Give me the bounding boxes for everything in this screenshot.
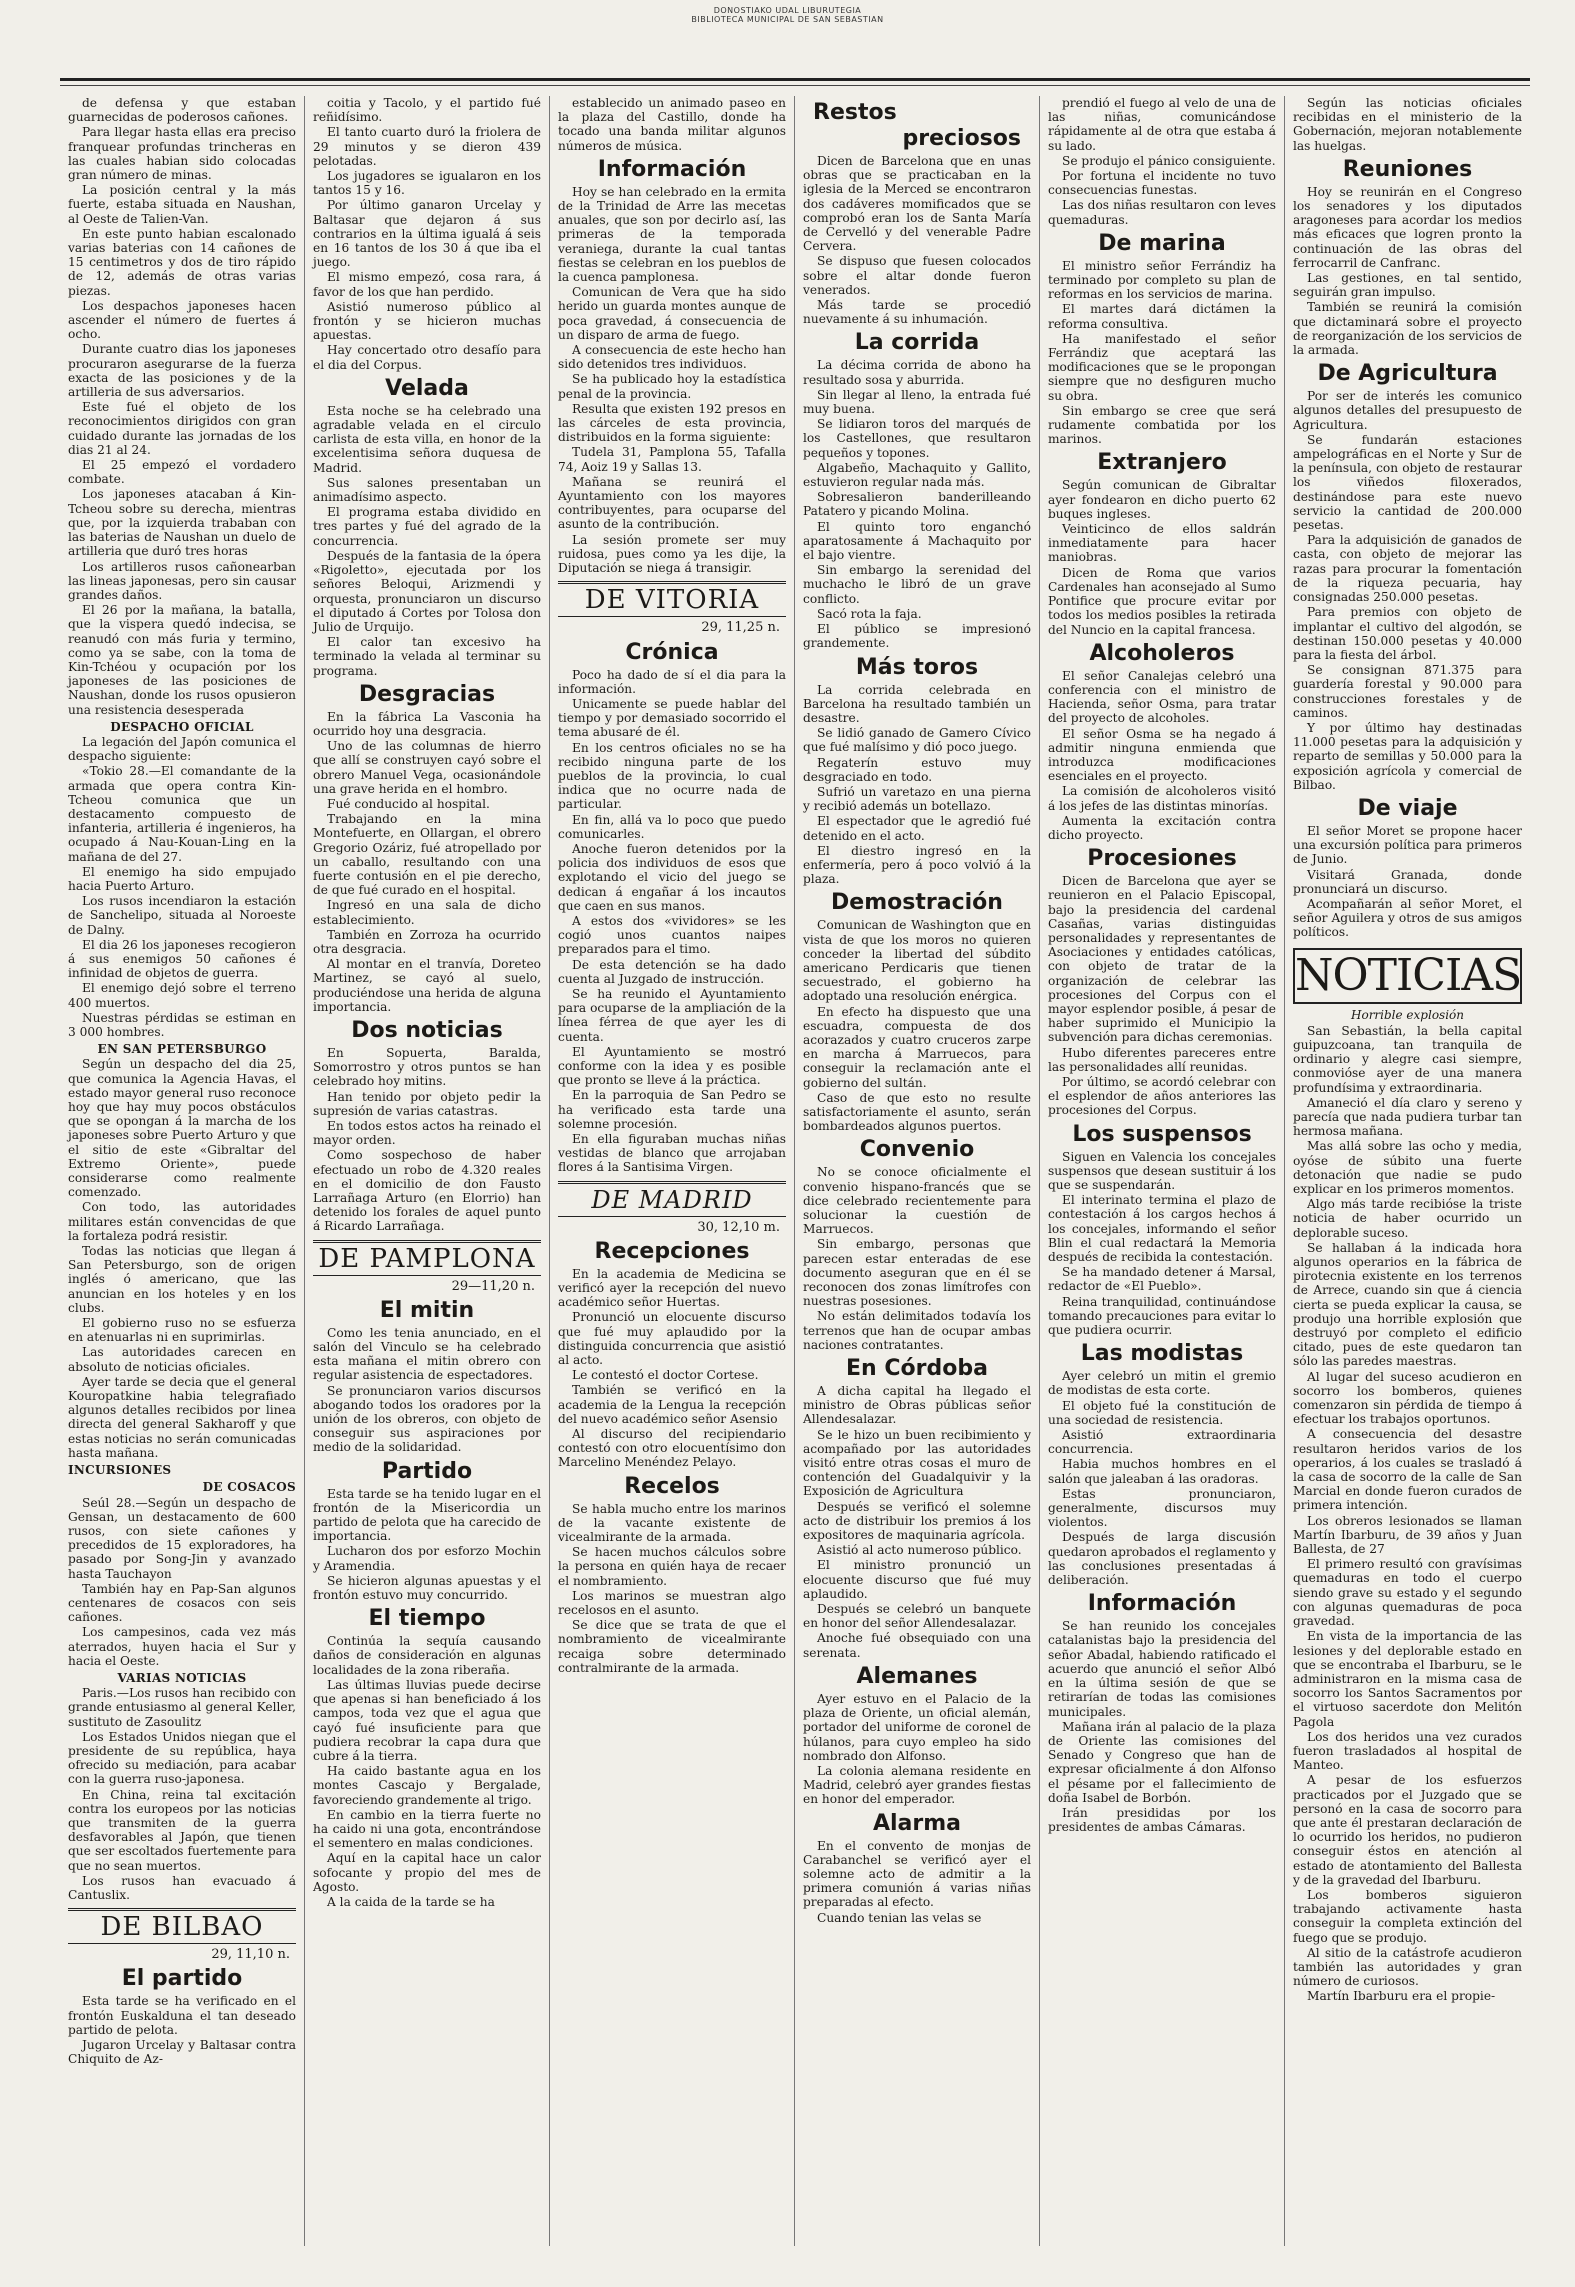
paragraph: En efecto ha dispuesto que una escuadra, compuesta de dos acorazados y cuatro cruceros zarpe en marcha á Marruecos, para conseguir la reclamación ante el gobierno del sultán.: [803, 1004, 1031, 1090]
paragraph: Sin embargo se cree que será rudamente combatida por los marinos.: [1048, 403, 1276, 447]
article-headline: Recepciones: [594, 1238, 750, 1264]
paragraph: Sin embargo, personas que parecen estar enteradas de ese documento aseguran que en él se reconocen dos zonas limítrofes con nuestras posesiones.: [803, 1237, 1031, 1309]
paragraph: Se pronunciaron varios discursos abogando todos los oradores por la unión de los obreros, con objeto de conseguir sus aspiraciones por medio de la solidaridad.: [313, 1383, 541, 1455]
paragraph: Estas pronunciaron, generalmente, discursos muy violentos.: [1048, 1486, 1276, 1530]
paragraph: Los rusos han evacuado á Cantuslix.: [68, 1873, 296, 1902]
paragraph: Con todo, las autoridades militares están convencidas de que la fortaleza podrá resistir.: [68, 1200, 296, 1243]
paragraph: Jugaron Urcelay y Baltasar contra Chiquito de Az-: [68, 2038, 296, 2067]
paragraph: En el convento de monjas de Carabanchel se verificó ayer el solemne acto de admitir a la primera comunión á varias niñas preparadas al efecto.: [803, 1838, 1031, 1910]
paragraph: Hubo diferentes pareceres entre las personalidades allí reunidas.: [1048, 1045, 1276, 1074]
paragraph: Lucharon dos por esforzo Mochin y Aramendia.: [313, 1544, 541, 1573]
article-headline: Recelos: [624, 1473, 720, 1499]
paragraph: No están delimitados todavía los terrenos que han de ocupar ambas naciones contratantes.: [803, 1309, 1031, 1352]
paragraph: A consecuencia de este hecho han sido detenidos tres individuos.: [558, 343, 786, 372]
column-2: [305, 96, 550, 2246]
paragraph: A consecuencia del desastre resultaron heridos varios de los operarios, á los cuales se trasladó á la casa de socorro de la calle de San Marcial en donde fueron curados de primera intención.: [1293, 1427, 1522, 1513]
paragraph: En China, reina tal excitación contra los europeos por las noticias que transmiten de la guerra desfavorables al Japón, que tienen que ser escoltados fuertemente para que no sean muertos.: [68, 1787, 296, 1873]
paragraph: Los Estados Unidos niegan que el presidente de su república, haya ofrecido su mediación, para acabar con la guerra ruso-japonesa.: [68, 1729, 296, 1787]
paragraph: En este punto habian escalonado varias baterias con 14 cañones de 15 centimetros y dos de tiro rápido de 12, además de otras varias piezas.: [68, 226, 296, 298]
library-stamp: [0, 6, 1575, 24]
paragraph: Las dos niñas resultaron con leves quemaduras.: [1048, 198, 1276, 227]
paragraph: Mas allá sobre las ocho y media, oyóse de súbito una fuerte detonación que nadie se pudo explicar en los primeros momentos.: [1293, 1139, 1522, 1196]
paragraph: Según comunican de Gibraltar ayer fondearon en dicho puerto 62 buques ingleses.: [1048, 478, 1276, 521]
paragraph: El calor tan excesivo ha terminado la velada al terminar su programa.: [313, 635, 541, 678]
paragraph: La comisión de alcoholeros visitó á los jefes de las distintas minorías.: [1048, 784, 1276, 813]
paragraph: Mañana se reunirá el Ayuntamiento con los mayores contribuyentes, para ocuparse del asunto de la contribución.: [558, 474, 786, 532]
paragraph: El programa estaba dividido en tres partes y fué del agrado de la concurrencia.: [313, 505, 541, 548]
paragraph: Pronunció un elocuente discurso que fué muy aplaudido por la distinguida concurrencia que asistió al acto.: [558, 1310, 786, 1368]
paragraph: Ayer tarde se decia que el general Kouropatkine habia telegrafiado algunos detalles recibidos por linea directa del general Sakharoff y que estas noticias no serán comunicadas hasta mañana.: [68, 1374, 296, 1460]
paragraph: Al discurso del recipiendario contestó con otro elocuentísimo don Marcelino Menéndez Pelayo.: [558, 1427, 786, 1470]
paragraph: Cuando tenian las velas se: [817, 1910, 982, 1925]
article-headline: De viaje: [1357, 795, 1458, 821]
paragraph: Ha caido bastante agua en los montes Cascajo y Bergalade, favoreciendo grandemente al trigo.: [313, 1764, 541, 1807]
article-headline: El tiempo: [368, 1606, 486, 1632]
paragraph: El señor Osma se ha negado á admitir ninguna enmienda que introduzca modificaciones esenciales en el proyecto.: [1048, 726, 1276, 784]
paragraph: En la parroquia de San Pedro se ha verificado esta tarde una solemne procesión.: [558, 1088, 786, 1131]
paragraph: Ayer celebró un mitin el gremio de modistas de esta corte.: [1048, 1369, 1276, 1398]
paragraph: El 26 por la mañana, la batalla, que la vispera quedó indecisa, se reanudó con más furia y termino, como ya se sabe, con la toma de Kin-Tchéou y ocupación por los japoneses de las posiciones de Naushan, donde los rusos opusieron una resistencia desesperada: [68, 603, 296, 717]
paragraph: Ha manifestado el señor Ferrándiz que aceptará las modificaciones que se le propongan siempre que no desfiguren mucho su obra.: [1048, 331, 1276, 403]
paragraph: Por fortuna el incidente no tuvo consecuencias funestas.: [1048, 169, 1276, 198]
paragraph: La posición central y la más fuerte, estaba situada en Naushan, al Oeste de Talien-Van.: [68, 183, 296, 226]
paragraph: A dicha capital ha llegado el ministro de Obras públicas señor Allendesalazar.: [803, 1384, 1031, 1427]
article-headline: Información: [597, 156, 747, 182]
paragraph: El dia 26 los japoneses recogieron á sus enemigos 50 cañones é infinidad de objetos de guerra.: [68, 937, 296, 981]
paragraph: Después se verificó el solemne acto de distribuir los premios á los expositores de maquinaria agrícola.: [803, 1499, 1031, 1543]
paragraph: Comunican de Washington que en vista de que los moros no quieren conceder la libertad del súbdito americano Perdicaris que tienen secuestrado, el gobierno ha adoptado una resolución enérgica.: [803, 918, 1031, 1004]
top-rule: [60, 78, 1530, 81]
paragraph: Se consignan 871.375 para guardería forestal y 90.000 para construcciones forestales y de caminos.: [1293, 663, 1522, 720]
paragraph: Como les tenia anunciado, en el salón del Vinculo se ha celebrado esta mañana el mitin obrero con regular asistencia de espectadores.: [313, 1325, 541, 1383]
paragraph: Los campesinos, cada vez más aterrados, huyen hacia el Sur y hacia el Oeste.: [68, 1625, 296, 1668]
paragraph: prendió el fuego al velo de una de las niñas, comunicándose rápidamente al de otra que estaba á su lado.: [1048, 96, 1276, 153]
paragraph: Seúl 28.—Según un despacho de Gensan, un destacamento de 600 rusos, con siete cañones y precedidos de 15 exploradores, ha pasado por Song-Jin y avanzado hasta Tauchayon: [68, 1495, 296, 1581]
paragraph: Dicen de Barcelona que ayer se reunieron en el Palacio Episcopal, bajo la presidencia del cardenal Casañas, varias distinguidas personalidades y representantes de Asociaciones y entidades católicas, con objeto de tratar de la organización de celebrar las procesiones del Corpus con el mayor esplendor posible, á pesar de haber suprimido el Municipio la subvención para dichas ceremonias.: [1048, 874, 1276, 1045]
paragraph: Ayer estuvo en el Palacio de la plaza de Oriente, un oficial alemán, portador del uniforme de coronel de húlanos, para cuyo empleo ha sido nombrado don Alfonso.: [803, 1691, 1031, 1763]
paragraph: El tanto cuarto duró la friolera de 29 minutos y se dieron 439 pelotadas.: [313, 125, 541, 168]
paragraph: Al sitio de la catástrofe acudieron también las autoridades y gran número de curiosos.: [1293, 1945, 1522, 1989]
section-heading: Horrible explosión: [1351, 1007, 1464, 1022]
paragraph: En todos estos actos ha reinado el mayor orden.: [313, 1119, 541, 1148]
paragraph: Irán presididas por los presidentes de ambas Cámaras.: [1048, 1805, 1276, 1835]
paragraph: Se ha reunido el Ayuntamiento para ocuparse de la ampliación de la línea férrea de que ayer les di cuenta.: [558, 986, 786, 1044]
paragraph: Martín Ibarburu era el propie-: [1307, 1989, 1496, 2004]
city-heading-vitoria: DE VITORIA: [558, 581, 786, 617]
paragraph: Dicen de Roma que varios Cardenales han aconsejado al Sumo Pontifice que procure evitar por todos los medios posibles la retirada del Nuncio en la capital francesa.: [1048, 565, 1276, 637]
paragraph: El ministro señor Ferrándiz ha terminado por completo su plan de reformas en los servicios de marina.: [1048, 258, 1276, 302]
article-headline: Convenio: [859, 1137, 975, 1163]
top-rule-thin: [60, 85, 1530, 86]
article-headline: El partido: [121, 1966, 243, 1992]
article-headline: El mitin: [379, 1297, 475, 1323]
paragraph: A pesar de los esfuerzos practicados por el Juzgado que se personó en la casa de socorro para que ante él prestaran declaración de lo ocurrido los heridos, no pudieron conseguir éstos en atención al estado de atontamiento del Ballesta y de la gravedad del Ibarburu.: [1293, 1773, 1522, 1887]
paragraph: Algo más tarde recibióse la triste noticia de haber ocurrido un deplorable suceso.: [1293, 1197, 1522, 1240]
dateline: 29, 11,25 n.: [701, 620, 780, 636]
column-1: [60, 96, 305, 2246]
paragraph: Las autoridades carecen en absoluto de noticias oficiales.: [68, 1345, 296, 1374]
paragraph: establecido un animado paseo en la plaza del Castillo, donde ha tocado una banda militar algunos números de música.: [558, 96, 786, 153]
article-headline: Más toros: [855, 654, 979, 680]
paragraph: coitia y Tacolo, y el partido fué reñidísimo.: [313, 96, 541, 125]
paragraph: El gobierno ruso no se esfuerza en atenuarlas ni en suprimirlas.: [68, 1316, 296, 1345]
paragraph: Asistió al acto numeroso público.: [817, 1543, 1022, 1558]
paragraph: Caso de que esto no resulte satisfactoriamente el asunto, serán bombardeados algunos puertos.: [803, 1090, 1031, 1134]
paragraph: El enemigo dejó sobre el terreno 400 muertos.: [68, 981, 296, 1010]
paragraph: Se dispuso que fuesen colocados sobre el altar donde fueron venerados.: [803, 254, 1031, 297]
paragraph: De esta detención se ha dado cuenta al Juzgado de instrucción.: [558, 957, 786, 986]
paragraph: En los centros oficiales no se ha recibido ninguna parte de los pueblos de la provincia, lo cual indica que no ocurre nada de particular.: [558, 740, 786, 812]
paragraph: Aquí en la capital hace un calor sofocante y propio del mes de Agosto.: [313, 1851, 541, 1894]
paragraph: Este fué el objeto de los reconocimientos dirigidos con gran cuidado durante las jornadas de los dias 21 al 24.: [68, 400, 296, 457]
paragraph: Anoche fueron detenidos por la policia dos individuos de esos que explotando el vicio del juego se dedican á engañar á los incautos que caen en sus manos.: [558, 841, 786, 913]
paragraph: El interinato termina el plazo de contestación á los cargos hechos á los concejales, informando el señor Blin el cual redactará la Memoria después de recibida la contestación.: [1048, 1193, 1276, 1265]
article-headline: Información: [1087, 1591, 1237, 1617]
paragraph: Después de la fantasia de la ópera «Rigoletto», ejecutada por los señores Beloqui, Arizmendi y orquesta, pronunciaron un discurso el diputado á Cortes por Tolosa don Julio de Urquijo.: [313, 548, 541, 634]
paragraph: Al lugar del suceso acudieron en socorro los bomberos, quienes comenzaron sin pérdida de tiempo á efectuar los trabajos oportunos.: [1293, 1369, 1522, 1427]
paragraph: Y por último hay destinadas 11.000 pesetas para la adquisición y reparto de semillas y 50.000 para la exposición agrícola y comercial de Bilbao.: [1293, 720, 1522, 792]
paragraph: Ingresó en una sala de dicho establecimiento.: [313, 898, 541, 927]
paragraph: Han tenido por objeto pedir la supresión de varias catastras.: [313, 1089, 541, 1118]
paragraph: Algabeño, Machaquito y Gallito, estuvieron regular nada más.: [803, 460, 1031, 490]
paragraph: Se lidió ganado de Gamero Cívico que fué malísimo y dió poco juego.: [803, 726, 1031, 755]
paragraph: Regaterín estuvo muy desgraciado en todo.: [803, 755, 1031, 784]
article-headline: De Agricultura: [1317, 361, 1498, 387]
paragraph: Según las noticias oficiales recibidas en el ministerio de la Gobernación, mejoran notablemente las huelgas.: [1293, 96, 1522, 153]
paragraph: Le contestó el doctor Cortese.: [572, 1368, 759, 1383]
paragraph: También se verificó en la academia de la Lengua la recepción del nuevo académico señor Asensio: [558, 1383, 786, 1426]
stamp-line-2: BIBLIOTECA MUNICIPAL DE SAN SEBASTIAN: [691, 15, 884, 24]
section-heading: EN SAN PETERSBURGO: [97, 1042, 267, 1057]
city-heading-pamplona: DE PAMPLONA: [313, 1240, 541, 1276]
section-heading: VARIAS NOTICIAS: [117, 1670, 247, 1685]
paragraph: Esta tarde se ha tenido lugar en el frontón de la Misericordia un partido de pelota que ha carecido de importancia.: [313, 1486, 541, 1544]
paragraph: Para premios con objeto de implantar el cultivo del algodón, se destinan 150.000 pesetas y 40.000 para la fiesta del árbol.: [1293, 605, 1522, 662]
article-headline: Los suspensos: [1072, 1121, 1252, 1147]
paragraph: Acompañarán al señor Moret, el señor Aguilera y otros de sus amigos políticos.: [1293, 896, 1522, 940]
paragraph: Paris.—Los rusos han recibido con grande entusiasmo al general Keller, sustituto de Zasoulitz: [68, 1686, 296, 1729]
article-headline: preciosos: [902, 126, 1021, 151]
paragraph: Para llegar hasta ellas era preciso franquear profundas trincheras en las cuales habian sido colocadas gran número de minas.: [68, 125, 296, 183]
section-heading: INCURSIONES: [68, 1463, 172, 1478]
paragraph: También hay en Pap-San algunos centenares de cosacos con seis cañones.: [68, 1581, 296, 1625]
article-headline: Procesiones: [1087, 846, 1237, 872]
paragraph: El mismo empezó, cosa rara, á favor de los que han perdido.: [313, 270, 541, 299]
paragraph: Durante cuatro dias los japoneses procuraron asegurarse de la fuerza exacta de las posiciones y de la artilleria de sus adversarios.: [68, 342, 296, 400]
paragraph: Los jugadores se igualaron en los tantos 15 y 16.: [313, 169, 541, 198]
paragraph: Sufrió un varetazo en una pierna y recibió además un botellazo.: [803, 784, 1031, 814]
paragraph: Mañana irán al palacio de la plaza de Oriente las comisiones del Senado y Congreso que han de expresar oficialmente á don Alfonso el pésame por el fallecimiento de doña Isabel de Borbón.: [1048, 1719, 1276, 1805]
paragraph: Se habla mucho entre los marinos de la vacante existente de vicealmirante de la armada.: [558, 1501, 786, 1545]
paragraph: El público se impresionó grandemente.: [803, 622, 1031, 651]
paragraph: En ella figuraban muchas niñas vestidas de blanco que arrojaban flores á la Santisima Virgen.: [558, 1132, 786, 1175]
paragraph: Se han reunido los concejales catalanistas bajo la presidencia del señor Abadal, habiendo ratificado el acuerdo que anunció el señor Albó en la última sesión de que se retirarían de todas las comisiones municipales.: [1048, 1619, 1276, 1719]
paragraph: Hoy se reunirán en el Congreso los senadores y los diputados aragoneses para acordar los medios más eficaces que logren pronto la continuación de las obras del ferrocarril de Canfranc.: [1293, 184, 1522, 270]
paragraph: Al montar en el tranvía, Doreteo Martinez, se cayó al suelo, produciéndose una herida de alguna importancia.: [313, 957, 541, 1014]
paragraph: Asistió extraordinaria concurrencia.: [1048, 1428, 1276, 1457]
paragraph: San Sebastián, la bella capital guipuzcoana, tan tranquila de ordinario y alegre casi siempre, conmovióse ayer de una manera profundísima y extraordinaria.: [1293, 1023, 1522, 1095]
paragraph: La legación del Japón comunica el despacho siguiente:: [68, 734, 296, 764]
article-headline: Velada: [385, 375, 469, 401]
paragraph: Los japoneses atacaban á Kin-Tcheou sobre su derecha, mientras que, por la izquierda trababan con las baterias de Naushan un duelo de artilleria que duró tres horas: [68, 487, 296, 559]
article-headline: Restos: [813, 100, 897, 125]
paragraph: Se le hizo un buen recibimiento y acompañado por las autoridades visitó entre otras cosas el muro de contención del Guadalquivir y la Exposición de Agricultura: [803, 1427, 1031, 1499]
paragraph: Según un despacho del dia 25, que comunica la Agencia Havas, el estado mayor general ruso reconoce hoy que hay muy pocos obstáculos que se opongan á la marcha de los japoneses sobre Puerto Arturo y que el sitio de este «Gibraltar del Extremo Oriente», puede considerarse como realmente comenzado.: [68, 1057, 296, 1200]
paragraph: Se hallaban á la indicada hora algunos operarios en la fábrica de pirotecnia existente en los terrenos de Arrece, cuando sin que á ciencia cierta se pueda explicar la causa, se produjo una horrible explosión que destruyó por completo el edificio citado, pues de este quedaron tan sólo las paredes maestras.: [1293, 1240, 1522, 1369]
paragraph: El diestro ingresó en la enfermería, pero á poco volvió á la plaza.: [803, 843, 1031, 887]
paragraph: El martes dará dictámen la reforma consultiva.: [1048, 302, 1276, 331]
article-headline: La corrida: [854, 330, 980, 356]
paragraph: El quinto toro enganchó aparatosamente á Machaquito por el bajo vientre.: [803, 519, 1031, 563]
paragraph: Aumenta la excitación contra dicho proyecto.: [1048, 813, 1276, 842]
paragraph: Por último, se acordó celebrar con el esplendor de años anteriores las procesiones del Corpus.: [1048, 1074, 1276, 1118]
article-headline: De marina: [1098, 230, 1226, 256]
paragraph: En la academia de Medicina se verificó ayer la recepción del nuevo académico señor Huertas.: [558, 1266, 786, 1310]
paragraph: Se hicieron algunas apuestas y el frontón estuvo muy concurrido.: [313, 1573, 541, 1603]
paragraph: Tudela 31, Pamplona 55, Tafalla 74, Aoiz 19 y Sallas 13.: [558, 445, 786, 474]
paragraph: Hoy se han celebrado en la ermita de la Trinidad de Arre las mecetas anuales, que son por decirlo así, las primeras de la temporada veraniega, durante la cual tantas fiestas se celebran en los pueblos de la cuenca pamplonesa.: [558, 184, 786, 285]
paragraph: Comunican de Vera que ha sido herido un guarda montes aunque de poca gravedad, á consecuencia de un disparo de arma de fuego.: [558, 285, 786, 342]
paragraph: Para la adquisición de ganados de casta, con objeto de mejorar las razas para procurar la fomentación de la riqueza pecuaria, hay consignadas 250.000 pesetas.: [1293, 533, 1522, 605]
paragraph: En fin, allá va lo poco que puedo comunicarles.: [558, 812, 786, 841]
paragraph: Sus salones presentaban un animadísimo aspecto.: [313, 475, 541, 505]
paragraph: Esta noche se ha celebrado una agradable velada en el circulo carlista de esta villa, en honor de la excelentisima señora duquesa de Madrid.: [313, 403, 541, 475]
paragraph: Trabajando en la mina Montefuerte, en Ollargan, el obrero Gregorio Ozáriz, fué atropellado por un caballo, resultando con una fuerte contusión en el pie derecho, de que fué curado en el hospital.: [313, 812, 541, 898]
paragraph: También se reunirá la comisión que dictaminará sobre el proyecto de reorganización de los servicios de la armada.: [1293, 300, 1522, 358]
article-headline: Extranjero: [1097, 450, 1227, 476]
paragraph: Por ser de interés les comunico algunos detalles del presupuesto de Agricultura.: [1293, 389, 1522, 432]
article-headline: Alcoholeros: [1089, 640, 1235, 666]
paragraph: El Ayuntamiento se mostró conforme con la idea y es posible que pronto se lleve á la práctica.: [558, 1044, 786, 1088]
column-5: [1040, 96, 1285, 2246]
paragraph: Uno de las columnas de hierro que allí se construyen cayó sobre el obrero Manuel Vega, ocasionándole una grave herida en el hombro.: [313, 739, 541, 796]
paragraph: Dicen de Barcelona que en unas obras que se practicaban en la iglesia de la Merced se encontraron dos cadáveres momificados que se comprobó eran los de Santa María de Cervelló y del venerable Padre Cervera.: [803, 154, 1031, 254]
paragraph: Asistió numeroso público al frontón y se hicieron muchas apuestas.: [313, 299, 541, 343]
paragraph: Se dice que se trata de que el nombramiento de vicealmirante recaiga sobre determinado contralmirante de la armada.: [558, 1618, 786, 1675]
paragraph: El señor Moret se propone hacer una excursión política para primeros de Junio.: [1293, 823, 1522, 867]
paragraph: Unicamente se puede hablar del tiempo y por demasiado socorrido el tema abusaré de él.: [558, 696, 786, 740]
paragraph: Reina tranquilidad, continuándose tomando precauciones para evitar lo que pudiera ocurrir.: [1048, 1294, 1276, 1338]
dateline: 29—11,20 n.: [451, 1278, 535, 1294]
newspaper-page: [60, 96, 1530, 2246]
section-heading: DE COSACOS: [202, 1480, 296, 1495]
paragraph: Los dos heridos una vez curados fueron trasladados al hospital de Manteo.: [1293, 1729, 1522, 1773]
paragraph: Los obreros lesionados se llaman Martín Ibarburu, de 39 años y Juan Ballesta, de 27: [1293, 1513, 1522, 1557]
paragraph: Los rusos incendiaron la estación de Sanchelipo, situada al Noroeste de Dalny.: [68, 894, 296, 937]
noticias-banner: NOTICIAS: [1293, 948, 1522, 1004]
paragraph: Las últimas lluvias puede decirse que apenas si han beneficiado á los campos, toda vez que el agua que cayó fué insuficiente para que pudiera recobrar la capa dura que cubre á la tierra.: [313, 1677, 541, 1763]
article-headline: Alemanes: [856, 1663, 978, 1689]
article-headline: Partido: [381, 1458, 473, 1484]
paragraph: El 25 empezó el vordadero combate.: [68, 458, 296, 487]
paragraph: A estos dos «vividores» se les cogió unos cuantos naipes preparados para el timo.: [558, 913, 786, 957]
paragraph: Los marinos se muestran algo recelosos en el asunto.: [558, 1588, 786, 1618]
article-headline: Crónica: [625, 639, 719, 665]
paragraph: Los artilleros rusos cañonearban las lineas japonesas, pero sin causar grandes daños.: [68, 559, 296, 602]
paragraph: Los despachos japoneses hacen ascender el número de fuertes á ocho.: [68, 298, 296, 342]
paragraph: Esta tarde se ha verificado en el frontón Euskalduna el tan deseado partido de pelota.: [68, 1994, 296, 2037]
article-headline: Demostración: [831, 890, 1003, 916]
city-heading-madrid: DE MADRID: [558, 1181, 786, 1217]
article-headline: Desgracias: [358, 681, 496, 707]
paragraph: Amaneció el día claro y sereno y parecía que nada pudiera turbar tan hermosa mañana.: [1293, 1095, 1522, 1139]
paragraph: La décima corrida de abono ha resultado sosa y aburrida.: [803, 358, 1031, 387]
city-heading-bilbao: DE BILBAO: [68, 1908, 296, 1944]
paragraph: La sesión promete ser muy ruidosa, pues como ya les dije, la Diputación se niega á transigir.: [558, 532, 786, 576]
paragraph: Como sospechoso de haber efectuado un robo de 4.320 reales en el domicilio de don Fausto Larrañaga Arturo (en Elorrio) han detenido los forales de aquel punto á Ricardo Larrañaga.: [313, 1148, 541, 1234]
paragraph: Sobresalieron banderilleando Patatero y picando Molina.: [803, 490, 1031, 519]
paragraph: Resulta que existen 192 presos en las cárceles de esta provincia, distribuidos en la forma siguiente:: [558, 401, 786, 445]
paragraph: El espectador que le agredió fué detenido en el acto.: [803, 814, 1031, 843]
paragraph: El primero resultó con gravísimas quemaduras en todo el cuerpo siendo grave su estado y el segundo con algunas quemaduras de poca gravedad.: [1293, 1557, 1522, 1629]
column-6: [1285, 96, 1530, 2246]
paragraph: El objeto fué la constitución de una sociedad de resistencia.: [1048, 1398, 1276, 1427]
paragraph: Las gestiones, en tal sentido, seguirán gran impulso.: [1293, 271, 1522, 300]
article-headline: Reuniones: [1342, 156, 1473, 182]
stamp-line-1: DONOSTIAKO UDAL LIBURUTEGIA: [713, 6, 862, 15]
paragraph: Los bomberos siguieron trabajando activamente hasta conseguir la completa extinción del fuego que se produjo.: [1293, 1887, 1522, 1945]
paragraph: Sacó rota la faja.: [817, 606, 922, 621]
paragraph: Se hacen muchos cálculos sobre la persona en quién haya de recaer el nombramiento.: [558, 1545, 786, 1588]
paragraph: Siguen en Valencia los concejales suspensos que desean sustituir á los que se suspendarán.: [1048, 1149, 1276, 1192]
paragraph: En la fábrica La Vasconia ha ocurrido hoy una desgracia.: [313, 709, 541, 738]
paragraph: «Tokio 28.—El comandante de la armada que opera contra Kin-Tcheou comunica que un destacamento compuesto de infanteria, artilleria é ingenieros, ha ocupado á Nau-Kouan-Ling en la mañana de del 27.: [68, 764, 296, 864]
paragraph: Más tarde se procedió nuevamente á su inhumación.: [803, 298, 1031, 327]
article-headline: Alarma: [872, 1810, 962, 1836]
article-headline: Las modistas: [1080, 1341, 1244, 1367]
article-headline: Dos noticias: [351, 1017, 503, 1043]
paragraph: Hay concertado otro desafío para el dia del Corpus.: [313, 343, 541, 372]
section-heading: DESPACHO OFICIAL: [110, 719, 254, 734]
paragraph: Veinticinco de ellos saldrán inmediatamente para hacer maniobras.: [1048, 522, 1276, 565]
paragraph: En vista de la importancia de las lesiones y del deplorable estado en que se encontraba el Ibarburu, se le administraron en la misma casa de socorro los Santos Sacramentos por el virtuoso sacerdote don Melitón Pagola: [1293, 1629, 1522, 1729]
paragraph: Se ha mandado detener á Marsal, redactor de «El Pueblo».: [1048, 1265, 1276, 1294]
paragraph: El ministro pronunció un elocuente discurso que fué muy aplaudido.: [803, 1558, 1031, 1601]
paragraph: Anoche fué obsequiado con una serenata.: [803, 1631, 1031, 1660]
paragraph: Sin embargo la serenidad del muchacho le libró de un grave conflicto.: [803, 563, 1031, 606]
paragraph: Por último ganaron Urcelay y Baltasar que dejaron á sus contrarios en la última igualá á seis en 16 tantos de los 30 á que iba el juego.: [313, 198, 541, 270]
article-headline: En Córdoba: [846, 1356, 988, 1382]
paragraph: Todas las noticias que llegan á San Petersburgo, son de origen inglés ó americano, que las anuncian en los hoteles y en los clubs.: [68, 1244, 296, 1315]
paragraph: de defensa y que estaban guarnecidas de poderosos cañones.: [68, 96, 296, 125]
paragraph: Se produjo el pánico consiguiente.: [1062, 153, 1276, 168]
paragraph: Se fundarán estaciones ampelográficas en el Norte y Sur de la península, con objeto de restaurar los viñedos filoxerados, destinándose para este nuevo servicio la cantidad de 200.000 pesetas.: [1293, 432, 1522, 533]
paragraph: Después se celebró un banquete en honor del señor Allendesalazar.: [803, 1602, 1031, 1631]
paragraph: Continúa la sequía causando daños de consideración en algunas localidades de la zona riberaña.: [313, 1634, 541, 1677]
dateline: 30, 12,10 m.: [697, 1219, 780, 1235]
paragraph: Se ha publicado hoy la estadística penal de la provincia.: [558, 372, 786, 401]
paragraph: No se conoce oficialmente el convenio hispano-francés que se dice celebrado recientemente para solucionar la cuestión de Marruecos.: [803, 1165, 1031, 1237]
column-3: [550, 96, 795, 2246]
paragraph: Nuestras pérdidas se estiman en 3 000 hombres.: [68, 1010, 296, 1039]
paragraph: En cambio en la tierra fuerte no ha caido ni una gota, encontrándose el sementero en malas condiciones.: [313, 1807, 541, 1851]
paragraph: El enemigo ha sido empujado hacia Puerto Arturo.: [68, 864, 296, 893]
paragraph: Habia muchos hombres en el salón que jaleaban á las oradoras.: [1048, 1457, 1276, 1486]
paragraph: El señor Canalejas celebró una conferencia con el ministro de Hacienda, señor Osma, para tratar del proyecto de alcoholes.: [1048, 668, 1276, 726]
paragraph: También en Zorroza ha ocurrido otra desgracia.: [313, 927, 541, 956]
paragraph: A la caida de la tarde se ha: [327, 1894, 495, 1909]
paragraph: La colonia alemana residente en Madrid, celebró ayer grandes fiestas en honor del emperador.: [803, 1763, 1031, 1807]
paragraph: Visitará Granada, donde pronunciará un discurso.: [1293, 867, 1522, 896]
paragraph: En Sopuerta, Baralda, Somorrostro y otros puntos se han celebrado hoy mitins.: [313, 1045, 541, 1089]
paragraph: Se lidiaron toros del marqués de los Castellones, que resultaron pequeños y topones.: [803, 417, 1031, 460]
paragraph: Fué conducido al hospital.: [327, 796, 490, 811]
paragraph: Poco ha dado de sí el dia para la información.: [558, 667, 786, 696]
column-4: [795, 96, 1040, 2246]
dateline: 29, 11,10 n.: [211, 1947, 290, 1963]
paragraph: Después de larga discusión quedaron aprobados el reglamento y las conclusiones presentadas á deliberación.: [1048, 1530, 1276, 1588]
paragraph: La corrida celebrada en Barcelona ha resultado también un desastre.: [803, 682, 1031, 725]
paragraph: Sin llegar al lleno, la entrada fué muy buena.: [803, 387, 1031, 417]
